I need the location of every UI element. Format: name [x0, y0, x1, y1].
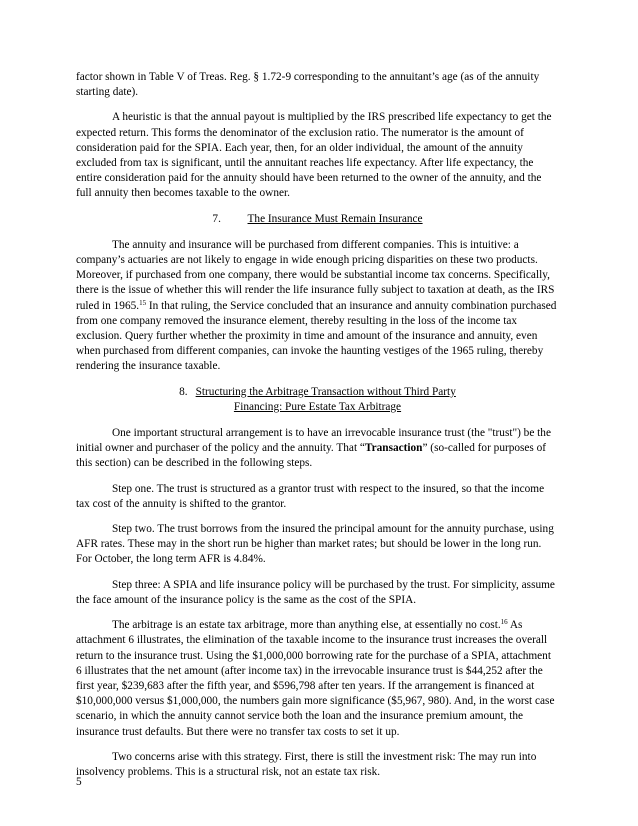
section-title-line-2: Financing: Pure Estate Tax Arbitrage: [233, 400, 402, 413]
paragraph-text: One important structural arrangement is to have an irrevocable insurance trust (the "trust") be the initial owner and purchaser of the policy and the annuity. That “: [76, 427, 551, 455]
section-heading-8: [76, 385, 559, 415]
paragraph-heuristic: A heuristic is that the annual payout is multiplied by the IRS prescribed life expectancy to get the expected return. This forms the denominator of the exclusion ratio. The numerator is the amount of consideration paid for the SPIA. Each year, then, for an older individual, the amount of the annuity excluded from tax is significant, until the annuitant reaches life expectancy. After life expectancy, the entire consideration paid for the annuity should have been returned to the owner of the annuity, and the full annuity then becomes taxable to the owner.: [76, 111, 552, 200]
bold-term: Transaction: [364, 442, 423, 455]
paragraph-intro: factor shown in Table V of Treas. Reg. § 1.72-9 corresponding to the annuitant’s age (as of the annuity starting date).: [76, 71, 540, 99]
paragraph-arbitrage: [76, 618, 559, 740]
page-number: 5: [76, 776, 82, 788]
document-body: [76, 70, 559, 790]
paragraph-trust: [76, 426, 559, 472]
footnote-marker: 16: [500, 618, 508, 627]
paragraph-text: In that ruling, the Service concluded that an insurance and annuity combination purchased from one company removed the insurance element, thereby resulting in the loss of the income tax exclusion. Query further whether the proximity in time and amount of the insurance and annuity, even when purchased from different companies, can invoke the haunting vestiges of the 1965 ruling, thereby rendering the insurance taxable.: [76, 299, 557, 373]
section-title-line-1: Structuring the Arbitrage Transaction without Third Party: [195, 385, 456, 398]
paragraph-text: The arbitrage is an estate tax arbitrage, more than anything else, at essentially no cost.: [112, 619, 501, 632]
paragraph-step-one: Step one. The trust is structured as a grantor trust with respect to the insured, so that the income tax cost of the annuity is shifted to the grantor.: [76, 482, 545, 510]
paragraph-text: The annuity and insurance will be purchased from different companies. This is intuitive: a company’s actuaries are not likely to engage in wide enough pricing disparities on these two products. Moreover, if purchased from one company, there would be substantial income tax concerns. Specifically, there is the issue of whether this will render the life insurance fully subject to taxation at death, as the IRS ruled in 1965.: [76, 238, 555, 312]
section-number: 7.: [212, 212, 221, 225]
footnote-marker: 15: [139, 298, 147, 307]
paragraph-text: As attachment 6 illustrates, the elimination of the taxable income to the insurance trust increases the overall return to the insurance trust. Using the $1,000,000 borrowing rate for the purchase of a SPIA, attachment 6 illustrates that the net amount (after income tax) in the irrevocable insurance trust is $44,252 after the first year, $239,683 after the fifth year, and $596,798 after ten years. If the arrangement is financed at $10,000,000 versus $1,000,000, the numbers gain more significance ($5,967, 980). And, in the worst case scenario, in which the annuity cannot service both the loan and the insurance premium amount, the insurance trust defaults. But there were no transfer tax costs to set it up.: [76, 619, 555, 738]
paragraph-text: ” (so-called for purposes of this section) can be described in the following steps.: [76, 442, 547, 470]
paragraph-step-three: Step three: A SPIA and life insurance policy will be purchased by the trust. For simplicity, assume the face amount of the insurance policy is the same as the cost of the SPIA.: [76, 578, 555, 606]
paragraph-step-two: Step two. The trust borrows from the insured the principal amount for the annuity purchase, using AFR rates. These may in the short run be higher than market rates; but should be lower in the long run. For October, the long term AFR is 4.84%.: [76, 523, 554, 566]
section-title: The Insurance Must Remain Insurance: [247, 212, 423, 225]
section-heading-7: [76, 212, 559, 227]
section-number: 8.: [179, 385, 188, 398]
paragraph-concerns: Two concerns arise with this strategy. First, there is still the investment risk: The may run into insolvency problems. This is a structural risk, not an estate tax risk.: [76, 750, 537, 778]
paragraph-companies: [76, 238, 559, 375]
